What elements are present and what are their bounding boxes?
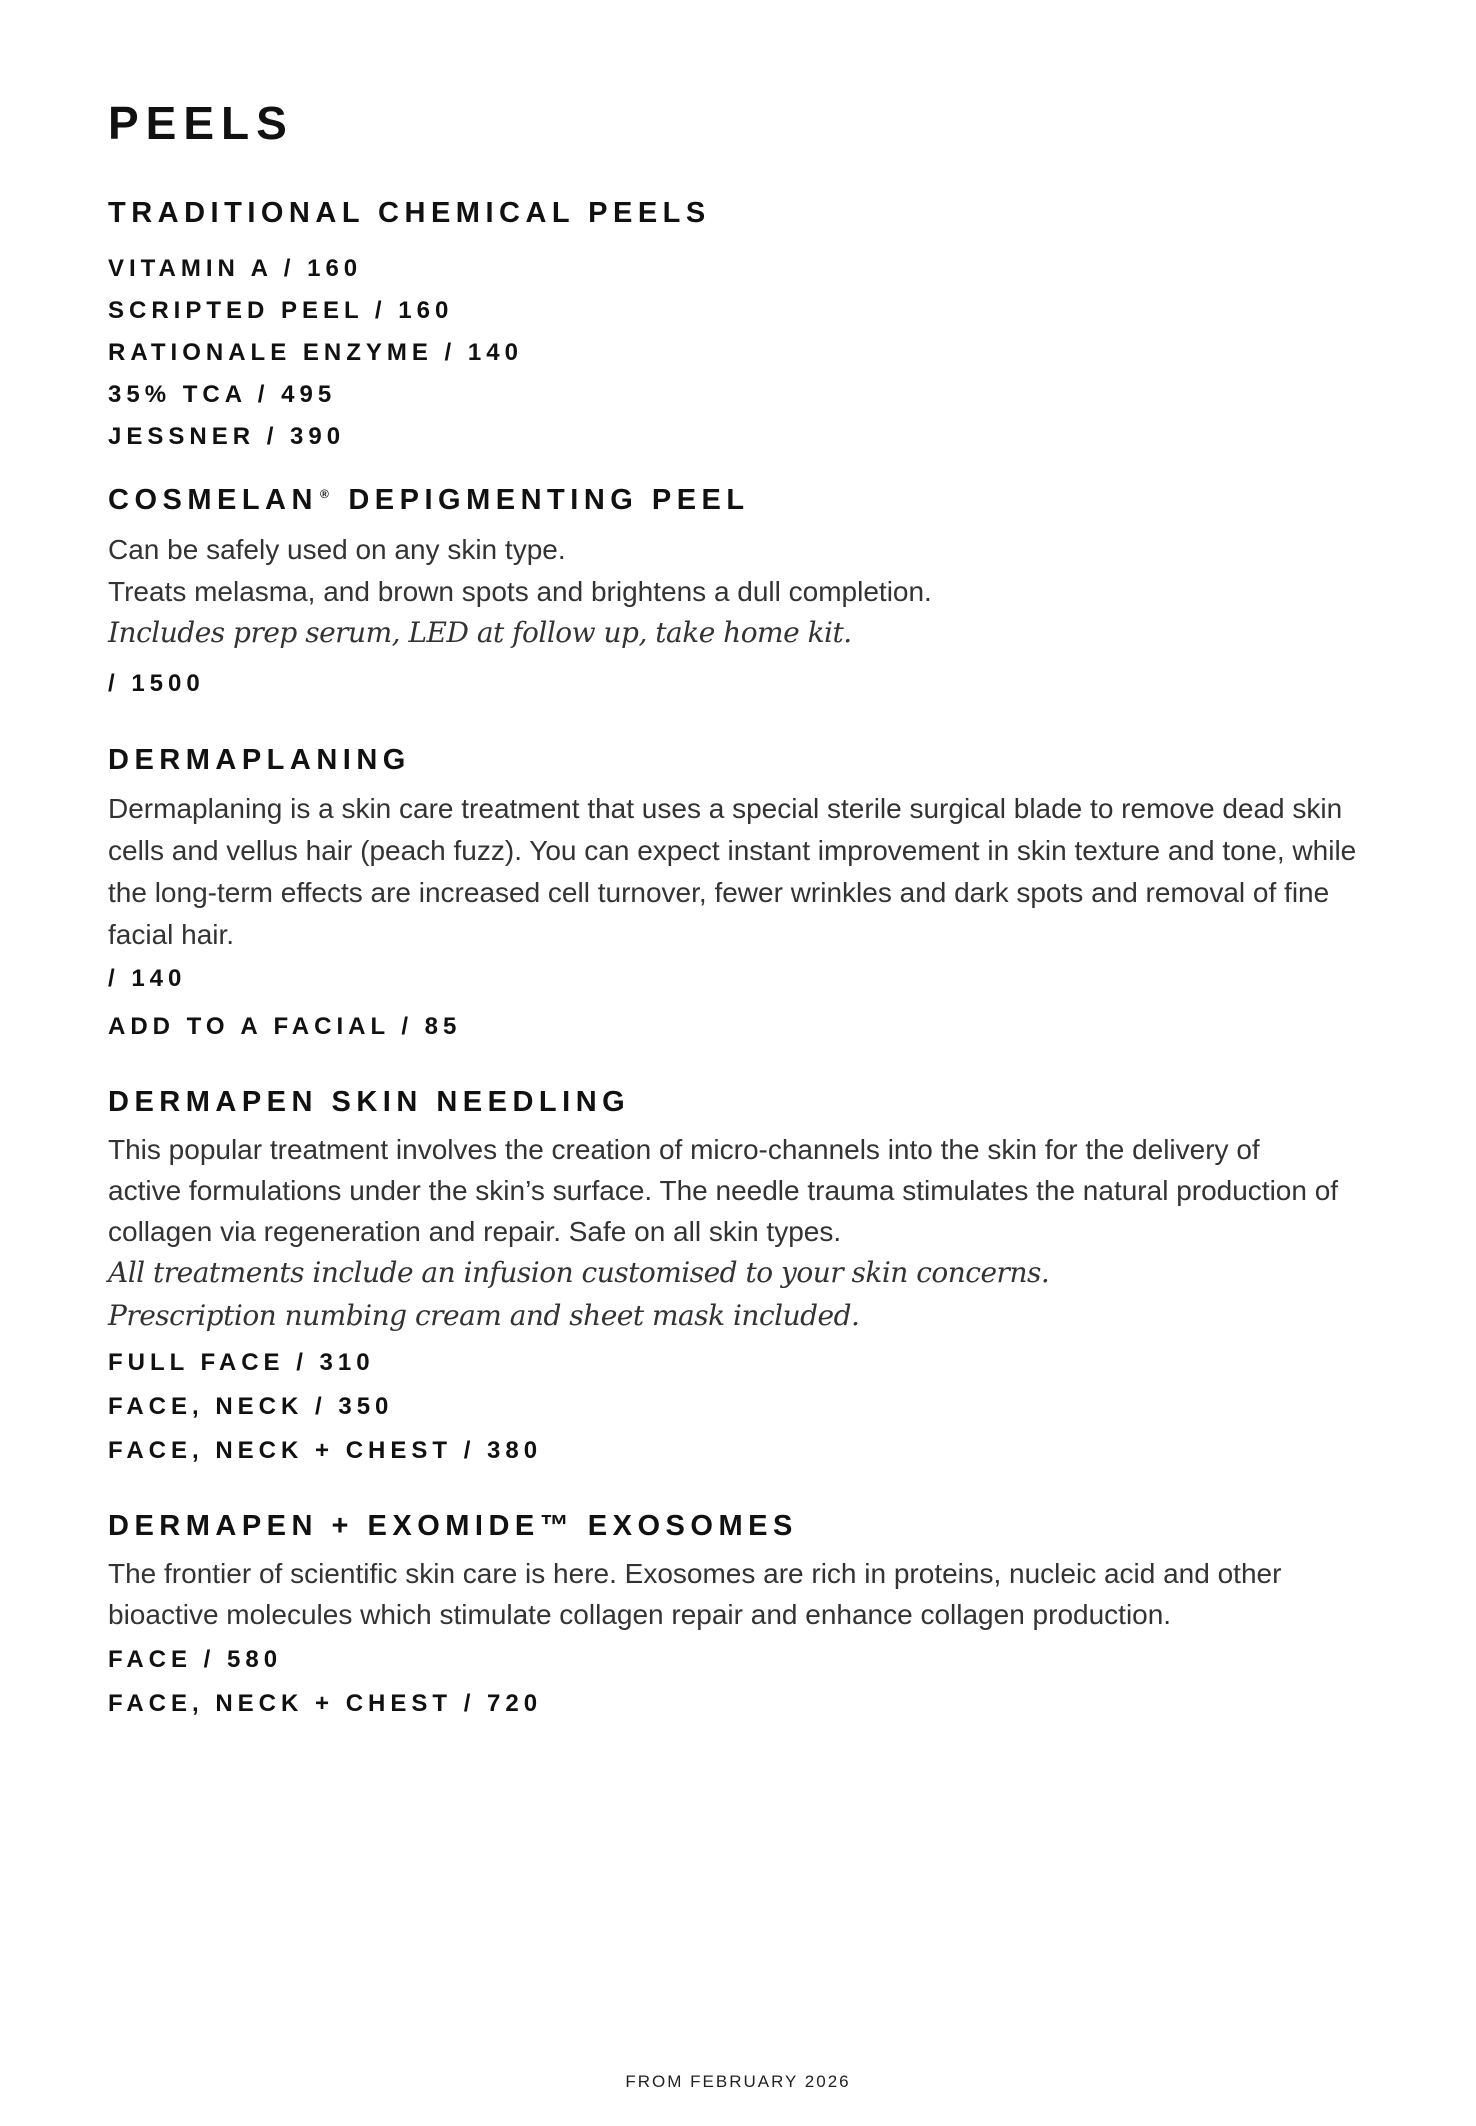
price-item-vitamin-a: VITAMIN A / 160 xyxy=(108,255,363,282)
price-item-scripted-peel: SCRIPTED PEEL / 160 xyxy=(108,297,454,324)
section-heading-dermapen: DERMAPEN SKIN NEEDLING xyxy=(108,1086,631,1118)
price-item-face-neck: FACE, NECK / 350 xyxy=(108,1393,394,1420)
body-text: the long-term effects are increased cell turnover, fewer wrinkles and dark spots and removal of fine xyxy=(108,877,1330,908)
registered-mark: ® xyxy=(319,487,329,501)
page-title: PEELS xyxy=(108,97,294,149)
body-text: Treats melasma, and brown spots and brightens a dull completion. xyxy=(108,576,932,607)
italic-note: All treatments include an infusion customised to your skin concerns. xyxy=(108,1256,1050,1289)
body-text: This popular treatment involves the creation of micro-channels into the skin for the delivery of xyxy=(108,1134,1260,1165)
section-heading-cosmelan xyxy=(108,486,750,515)
price-item-face-neck-chest: FACE, NECK + CHEST / 380 xyxy=(108,1437,543,1464)
price-item-jessner: JESSNER / 390 xyxy=(108,423,346,450)
price-addon-facial: ADD TO A FACIAL / 85 xyxy=(108,1013,462,1040)
body-text: The frontier of scientific skin care is here. Exosomes are rich in proteins, nucleic acid and other xyxy=(108,1558,1282,1589)
price-item-tca: 35% TCA / 495 xyxy=(108,381,337,408)
section-heading-traditional-peels: TRADITIONAL CHEMICAL PEELS xyxy=(108,197,711,229)
heading-brand: COSMELAN xyxy=(108,484,318,516)
price-item-full-face: FULL FACE / 310 xyxy=(108,1349,375,1376)
body-text: active formulations under the skin’s surface. The needle trauma stimulates the natural production of xyxy=(108,1175,1339,1206)
body-text: facial hair. xyxy=(108,919,235,950)
price-dermaplaning: / 140 xyxy=(108,965,187,992)
italic-note: Prescription numbing cream and sheet mask included. xyxy=(108,1299,860,1332)
italic-note: Includes prep serum, LED at follow up, take home kit. xyxy=(108,616,852,649)
body-text: cells and vellus hair (peach fuzz). You can expect instant improvement in skin texture and tone, while xyxy=(108,835,1357,866)
footer-note: FROM FEBRUARY 2026 xyxy=(625,2072,851,2091)
price-cosmelan: / 1500 xyxy=(108,670,205,697)
price-item-rationale-enzyme: RATIONALE ENZYME / 140 xyxy=(108,339,523,366)
section-heading-exosomes: DERMAPEN + EXOMIDE™ EXOSOMES xyxy=(108,1510,798,1542)
price-item-exosome-face-neck-chest: FACE, NECK + CHEST / 720 xyxy=(108,1690,543,1717)
body-text: Can be safely used on any skin type. xyxy=(108,534,566,565)
price-item-exosome-face: FACE / 580 xyxy=(108,1646,283,1673)
section-heading-dermaplaning: DERMAPLANING xyxy=(108,744,411,776)
body-text: Dermaplaning is a skin care treatment that uses a special sterile surgical blade to remove dead skin xyxy=(108,793,1343,824)
body-text: collagen via regeneration and repair. Safe on all skin types. xyxy=(108,1216,842,1247)
body-text: bioactive molecules which stimulate collagen repair and enhance collagen production. xyxy=(108,1599,1172,1630)
heading-rest: DEPIGMENTING PEEL xyxy=(348,484,750,516)
